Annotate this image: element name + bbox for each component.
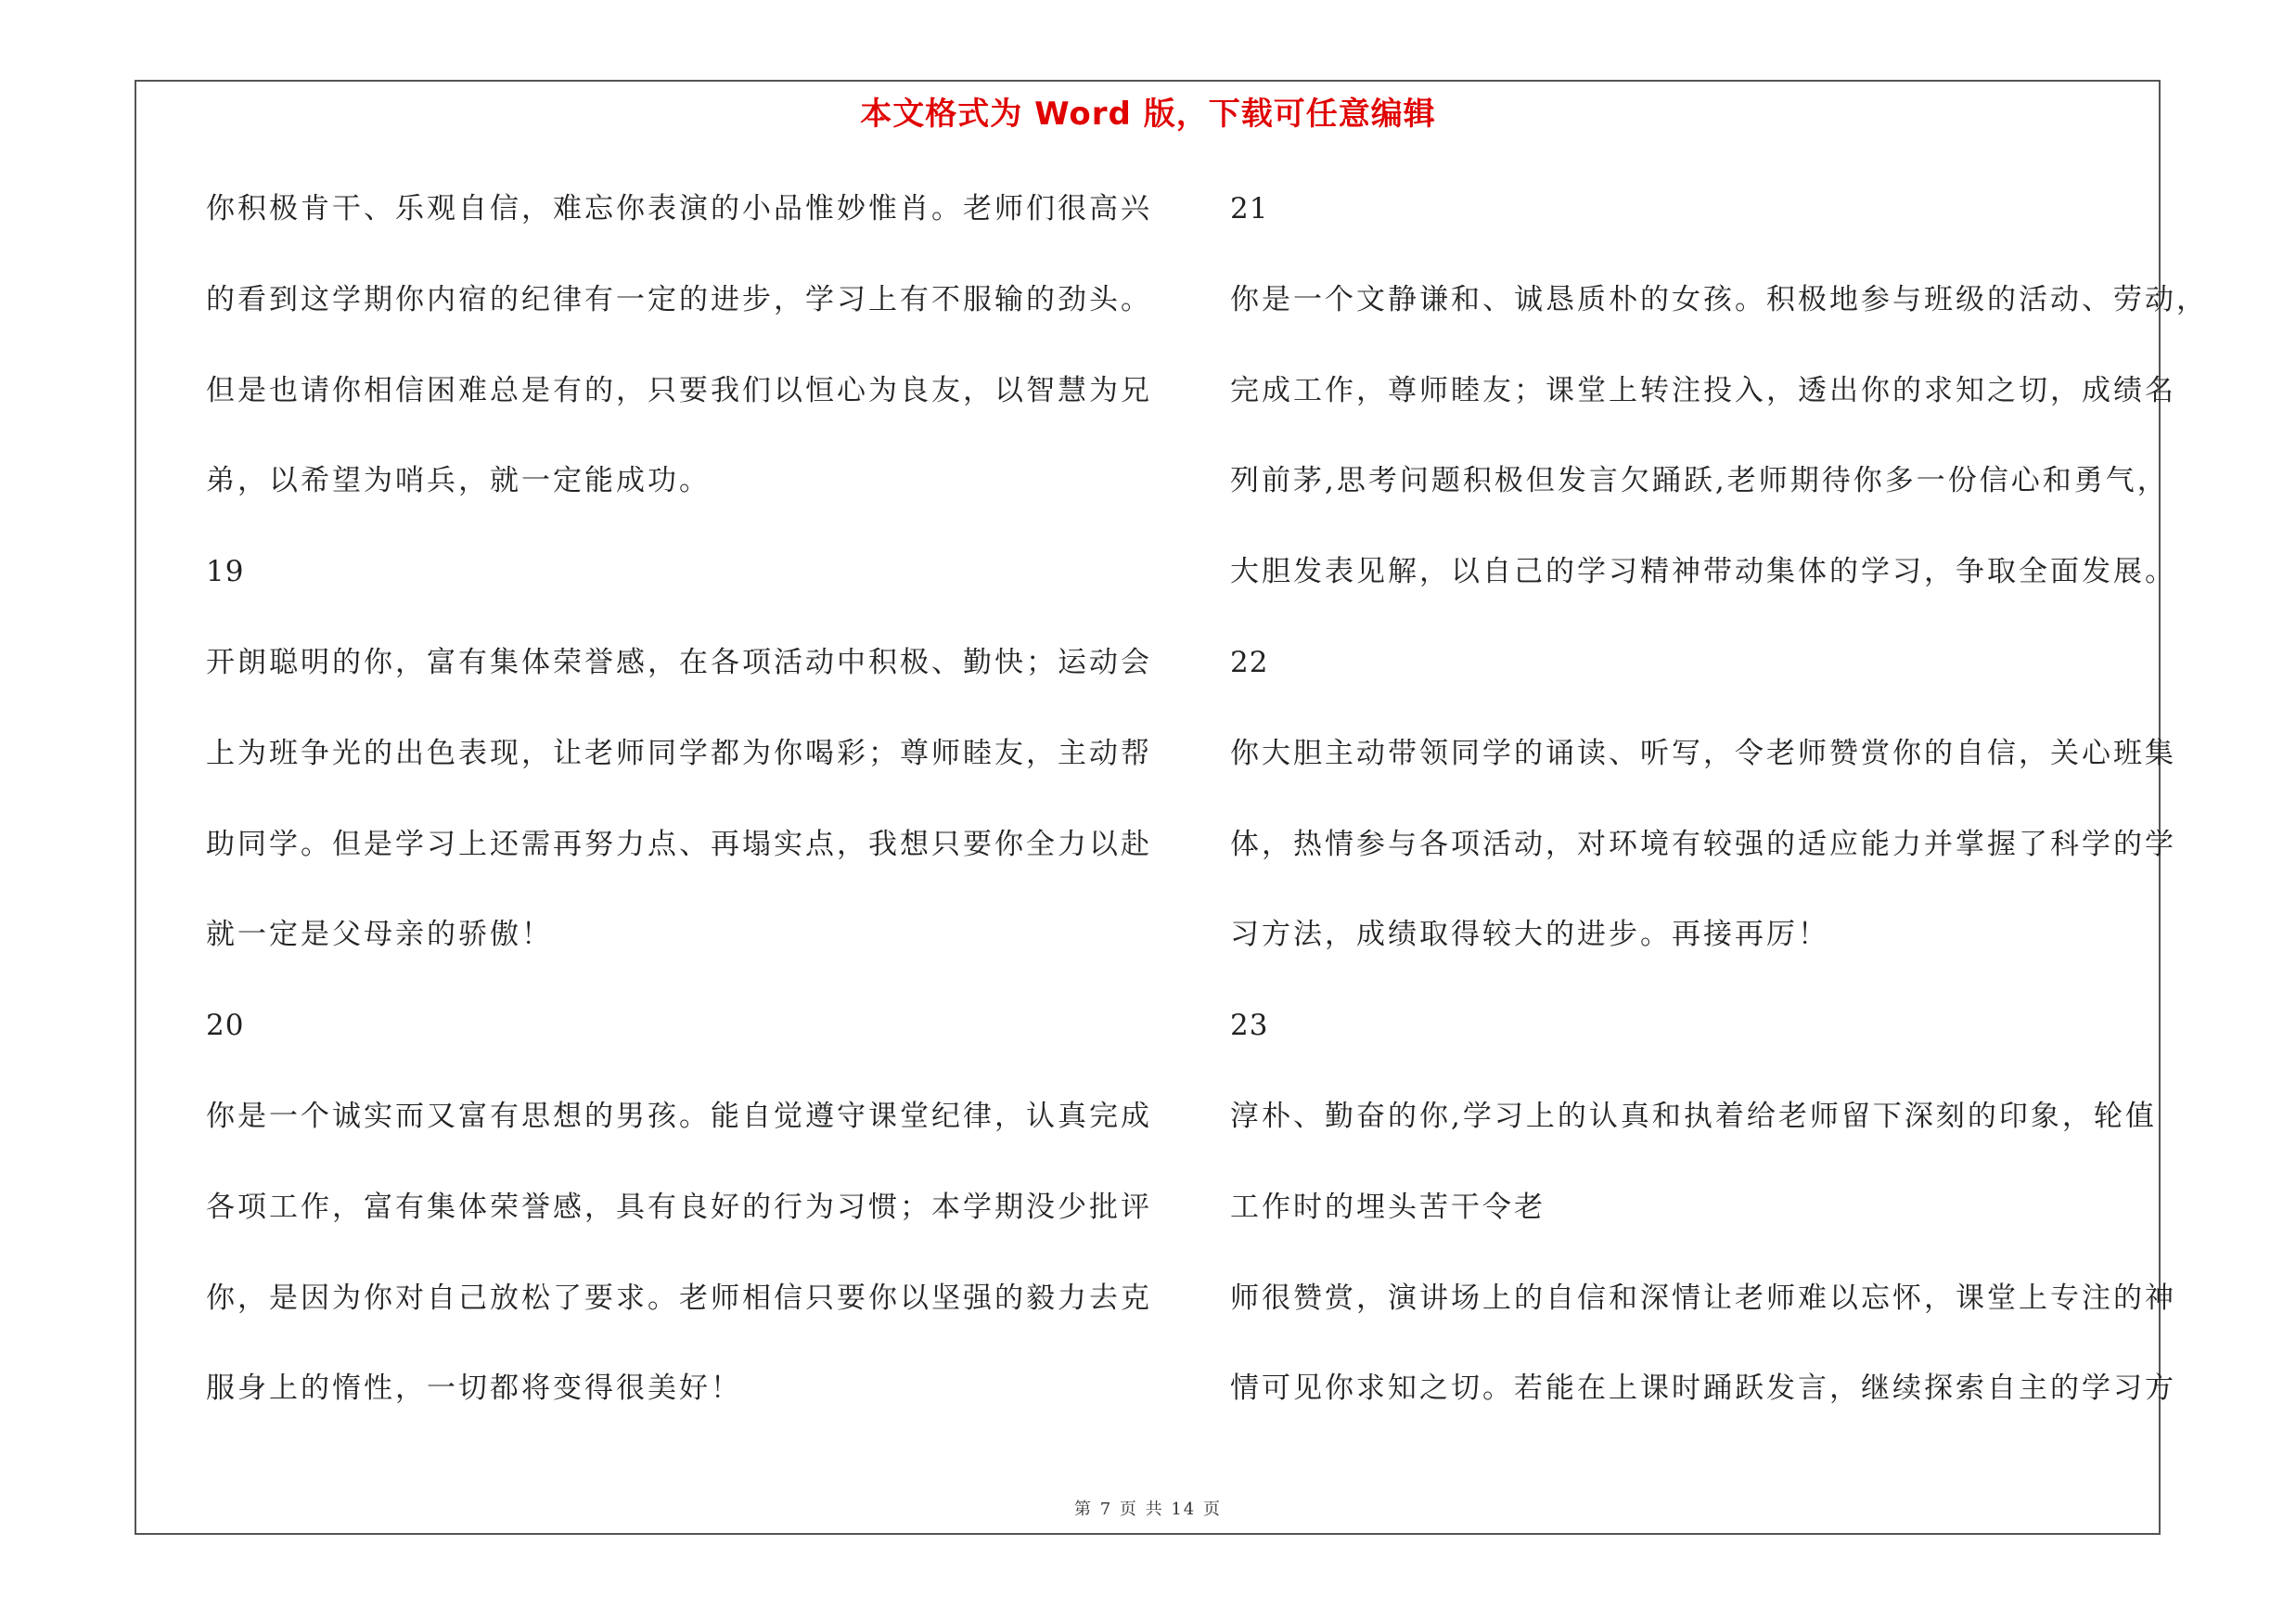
right-column [1230,181,2208,1451]
text-line: 服身上的惰性，一切都将变得很美好！ [206,1372,742,1406]
text-line: 体，热情参与各项活动，对环境有较强的适应能力并掌握了科学的学 [1230,827,2176,861]
entry-number: 23 [1230,1009,1269,1043]
text-line: 上为班争光的出色表现，让老师同学都为你喝彩；尊师睦友，主动帮 [206,736,1152,770]
text-line: 就一定是父母亲的骄傲！ [206,918,553,952]
entry-number: 20 [206,1009,245,1043]
text-line: 但是也请你相信困难总是有的，只要我们以恒心为良友，以智慧为兄 [206,373,1152,407]
text-line: 完成工作，尊师睦友；课堂上转注投入，透出你的求知之切，成绩名 [1230,373,2176,407]
entry-number: 21 [1230,192,1269,225]
text-line: 大胆发表见解，以自己的学习精神带动集体的学习，争取全面发展。 [1230,555,2176,589]
text-line: 淳朴、勤奋的你,学习上的认真和执着给老师留下深刻的印象，轮值 [1230,1099,2157,1133]
text-line: 你积极肯干、乐观自信，难忘你表演的小品惟妙惟肖。老师们很高兴 [206,192,1152,225]
page-number-footer: 第 7 页 共 14 页 [1074,1500,1222,1519]
entry-number: 19 [206,555,245,589]
text-line: 你大胆主动带领同学的诵读、听写，令老师赞赏你的自信，关心班集 [1230,736,2176,770]
left-column [206,181,1152,1451]
text-line: 助同学。但是学习上还需再努力点、再塌实点，我想只要你全力以赴 [206,827,1152,861]
text-line: 你是一个文静谦和、诚恳质朴的女孩。积极地参与班级的活动、劳动， [1230,282,2208,316]
text-line: 开朗聪明的你，富有集体荣誉感，在各项活动中积极、勤快；运动会 [206,645,1152,679]
text-line: 你，是因为你对自己放松了要求。老师相信只要你以坚强的毅力去克 [206,1281,1152,1315]
text-line: 列前茅,思考问题积极但发言欠踊跃,老师期待你多一份信心和勇气， [1230,464,2169,498]
text-line: 各项工作，富有集体荣誉感，具有良好的行为习惯；本学期没少批评 [206,1190,1152,1224]
text-line: 的看到这学期你内宿的纪律有一定的进步，学习上有不服输的劲头。 [206,282,1152,316]
text-line: 你是一个诚实而又富有思想的男孩。能自觉遵守课堂纪律，认真完成 [206,1099,1152,1133]
text-line: 工作时的埋头苦干令老 [1230,1190,1546,1224]
entry-number: 22 [1230,645,1269,679]
text-line: 师很赞赏，演讲场上的自信和深情让老师难以忘怀，课堂上专注的神 [1230,1281,2176,1315]
text-line: 情可见你求知之切。若能在上课时踊跃发言，继续探索自主的学习方 [1230,1372,2176,1406]
text-line: 弟，以希望为哨兵，就一定能成功。 [206,464,711,498]
word-format-banner: 本文格式为 Word 版，下载可任意编辑 [860,96,1436,133]
text-line: 习方法，成绩取得较大的进步。再接再厉！ [1230,918,1829,952]
